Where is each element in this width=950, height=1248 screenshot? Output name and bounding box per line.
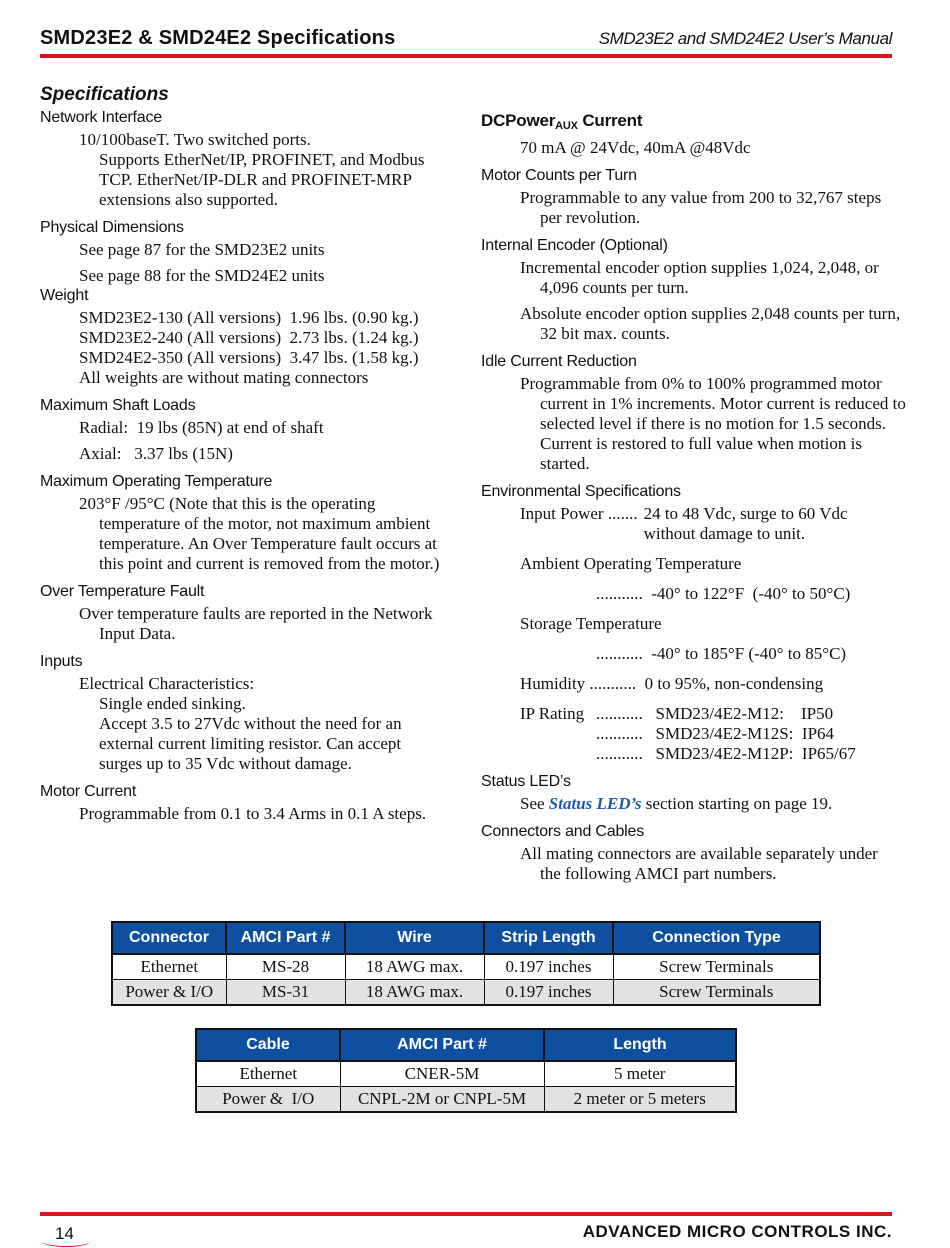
table-cell: 18 AWG max. (345, 954, 484, 980)
physical-line1: See page 87 for the SMD23E2 units (79, 240, 325, 259)
network-line1: 10/100baseT. Two switched ports. (79, 130, 311, 149)
temp-heading: Maximum Operating Temperature (40, 473, 273, 490)
counts-heading: Motor Counts per Turn (481, 167, 637, 184)
env-ambient-value: ........... -40° to 122°F (-40° to 50°C) (596, 584, 851, 603)
table-cell: 5 meter (544, 1061, 736, 1087)
col-header: Length (544, 1029, 736, 1061)
motor-current-heading: Motor Current (40, 783, 137, 800)
connectors-text: All mating connectors are available separately under the following AMCI part numbers. (520, 844, 878, 883)
col-header: Strip Length (484, 922, 613, 954)
table-cell: MS-28 (226, 954, 345, 980)
table-cell: Power & I/O (196, 1087, 340, 1113)
encoder-line2: Absolute encoder option supplies 2,048 counts per turn, 32 bit max. counts. (520, 304, 901, 343)
env-ip-line1: ........... SMD23/4E2-M12: IP50 (596, 704, 834, 723)
env-heading: Environmental Specifications (481, 483, 681, 500)
right-column (481, 111, 906, 884)
connector-table-header (112, 922, 820, 954)
counts-text: Programmable to any value from 200 to 32,767 steps per revolution. (520, 188, 882, 227)
status-post: section starting on page 19. (641, 794, 833, 813)
env-storage-value: ........... -40° to 185°F (-40° to 85°C) (596, 644, 847, 663)
connectors-heading: Connectors and Cables (481, 823, 645, 840)
col-header: Connector (112, 922, 226, 954)
env-input-label: Input Power ....... (520, 504, 638, 523)
table-cell: Ethernet (196, 1061, 340, 1087)
physical-heading: Physical Dimensions (40, 219, 184, 236)
env-ambient-label: Ambient Operating Temperature (520, 554, 742, 573)
env-storage-label: Storage Temperature (520, 614, 662, 633)
dcpower-heading-main: DCPower (481, 111, 556, 130)
physical-line2: See page 88 for the SMD24E2 units (79, 266, 325, 285)
status-heading: Status LED’s (481, 773, 571, 790)
section-title: Specifications (40, 84, 169, 105)
table-cell: CNER-5M (340, 1061, 544, 1087)
page-title: SMD23E2 & SMD24E2 Specifications (40, 27, 396, 49)
overtemp-text: Over temperature faults are reported in the Network Input Data. (79, 604, 433, 643)
weight-line3: SMD24E2-350 (All versions) 3.47 lbs. (1.58 kg.) (79, 348, 419, 367)
footer-rule (40, 1212, 892, 1216)
table-cell: Screw Terminals (613, 954, 820, 980)
table-cell: MS-31 (226, 980, 345, 1006)
table-cell: 0.197 inches (484, 954, 613, 980)
idle-text: Programmable from 0% to 100% programmed motor current in 1% increments. Motor current is reduced to selected level if there is no motion for 1.5 seconds. Current is restored to full value when motion is started. (520, 374, 906, 473)
shaft-line1: Radial: 19 lbs (85N) at end of shaft (79, 418, 324, 437)
temp-text: 203°F /95°C (Note that this is the operating temperature of the motor, not maximum ambient temperature. An Over Temperature fault occurs at this point and current is removed from the motor.) (79, 494, 440, 573)
encoder-line1: Incremental encoder option supplies 1,024, 2,048, or 4,096 counts per turn. (520, 258, 879, 297)
status-led-link[interactable]: Status LED’s (548, 794, 642, 813)
status-pre: See (520, 794, 549, 813)
env-humidity: Humidity ........... 0 to 95%, non-condensing (520, 674, 824, 693)
cable-table-header (196, 1029, 736, 1061)
motor-current-text: Programmable from 0.1 to 3.4 Arms in 0.1 A steps. (79, 804, 427, 823)
table-row (196, 1087, 736, 1113)
weight-heading: Weight (40, 287, 89, 304)
table-row (196, 1061, 736, 1087)
table-cell: CNPL-2M or CNPL-5M (340, 1087, 544, 1113)
table-cell: Power & I/O (112, 980, 226, 1006)
table-cell: 2 meter or 5 meters (544, 1087, 736, 1113)
cable-table (195, 1028, 737, 1113)
table-row (112, 954, 820, 980)
left-column (40, 84, 460, 824)
page-number: 14 (55, 1224, 74, 1243)
inputs-line1: Electrical Characteristics: (79, 674, 255, 693)
env-ip-line3: ........... SMD23/4E2-M12P: IP65/67 (596, 744, 856, 763)
table-row (112, 980, 820, 1006)
col-header: Cable (196, 1029, 340, 1061)
inputs-line2: Single ended sinking. (99, 694, 246, 713)
manual-title: SMD23E2 and SMD24E2 User’s Manual (598, 29, 892, 48)
env-ip-label: IP Rating (520, 704, 585, 723)
page-number-swoosh (42, 1236, 90, 1247)
header-rule (40, 54, 892, 58)
connector-table (111, 921, 821, 1006)
weight-line2: SMD23E2-240 (All versions) 2.73 lbs. (1.24 kg.) (79, 328, 419, 347)
shaft-line2: Axial: 3.37 lbs (15N) (79, 444, 233, 463)
inputs-line3: Accept 3.5 to 27Vdc without the need for an external current limiting resistor. Can accept surges up to 35 Vdc without damage. (99, 714, 402, 773)
env-input-value: 24 to 48 Vdc, surge to 60 Vdc without damage to unit. (643, 504, 848, 543)
weight-line1: SMD23E2-130 (All versions) 1.96 lbs. (0.90 kg.) (79, 308, 419, 327)
dcpower-heading-sub: AUX (555, 120, 578, 132)
dcpower-heading-end: Current (577, 111, 643, 130)
encoder-heading: Internal Encoder (Optional) (481, 237, 668, 254)
col-header: AMCI Part # (226, 922, 345, 954)
col-header: Connection Type (613, 922, 820, 954)
env-ip-rating (520, 704, 901, 764)
table-cell: 18 AWG max. (345, 980, 484, 1006)
weight-line4: All weights are without mating connectors (79, 368, 369, 387)
env-ip-line2: ........... SMD23/4E2-M12S: IP64 (596, 724, 835, 743)
col-header: AMCI Part # (340, 1029, 544, 1061)
network-line2: Supports EtherNet/IP, PROFINET, and Modbus TCP. EtherNet/IP-DLR and PROFINET-MRP extensions also supported. (99, 150, 425, 209)
inputs-heading: Inputs (40, 653, 83, 670)
shaft-heading: Maximum Shaft Loads (40, 397, 196, 414)
table-cell: 0.197 inches (484, 980, 613, 1006)
status-text (520, 794, 901, 814)
table-cell: Ethernet (112, 954, 226, 980)
dcpower-text: 70 mA @ 24Vdc, 40mA @48Vdc (520, 138, 751, 157)
network-heading: Network Interface (40, 109, 162, 126)
env-input-power (520, 504, 901, 544)
table-cell: Screw Terminals (613, 980, 820, 1006)
col-header: Wire (345, 922, 484, 954)
overtemp-heading: Over Temperature Fault (40, 583, 205, 600)
company-name: ADVANCED MICRO CONTROLS INC. (582, 1222, 892, 1241)
idle-heading: Idle Current Reduction (481, 353, 637, 370)
dcpower-heading (481, 111, 901, 136)
